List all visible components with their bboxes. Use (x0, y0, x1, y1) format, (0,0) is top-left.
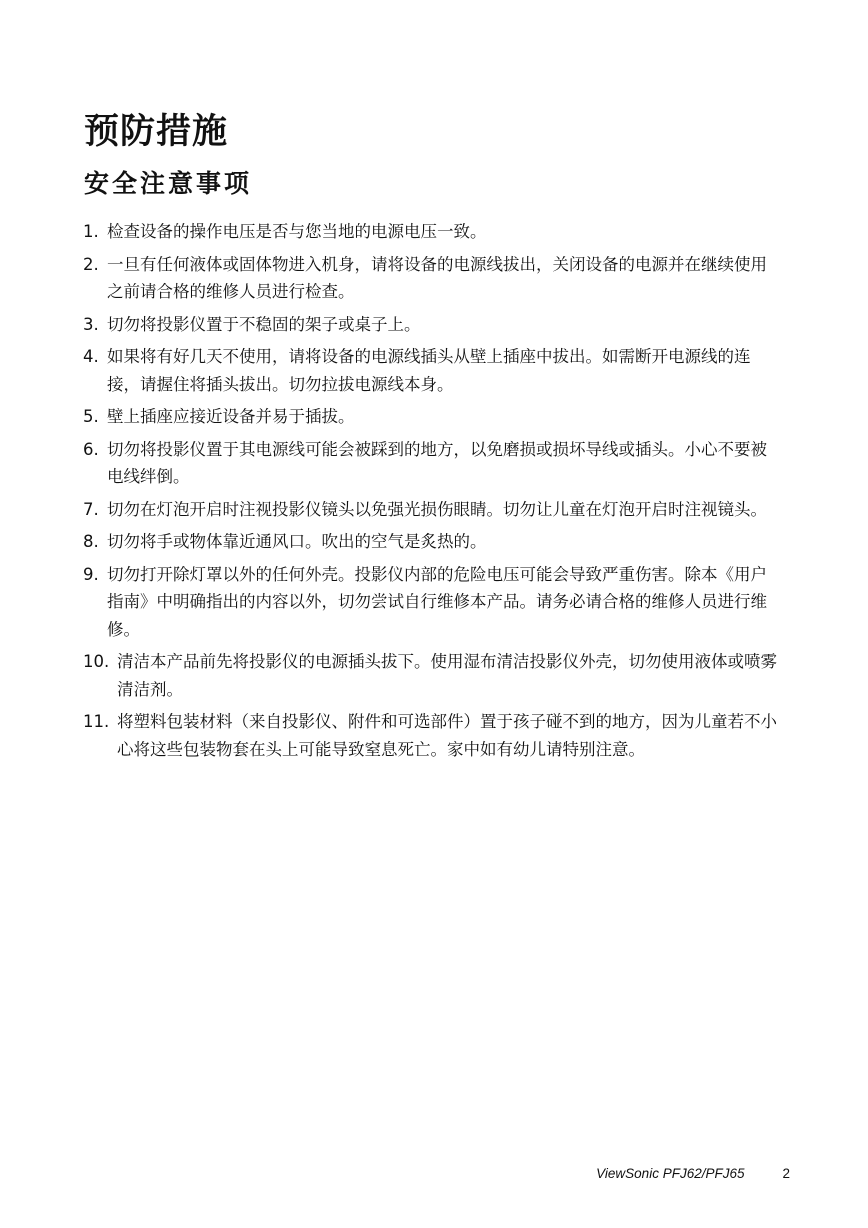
footer-product: ViewSonic PFJ62/PFJ65 (596, 1166, 745, 1181)
item-number: 6. (83, 439, 99, 459)
item-text: 清洁本产品前先将投影仪的电源插头拔下。使用湿布清洁投影仪外壳，切勿使用液体或喷雾清洁剂。 (117, 652, 777, 699)
page-number: 2 (782, 1166, 790, 1181)
item-text: 一旦有任何液体或固体物进入机身，请将设备的电源线拔出，关闭设备的电源并在继续使用之前请合格的维修人员进行检查。 (107, 254, 767, 301)
item-number: 3. (83, 314, 99, 334)
list-item (83, 496, 779, 524)
item-number: 2. (83, 254, 99, 274)
page-footer (596, 1166, 790, 1181)
item-number: 10. (83, 652, 110, 671)
item-number: 4. (83, 347, 99, 366)
list-item (83, 561, 779, 644)
list-item (83, 436, 779, 491)
section-heading: 安全注意事项 (84, 169, 253, 198)
list-item (83, 648, 779, 703)
list-item (83, 528, 779, 556)
list-item (83, 403, 779, 431)
item-text: 壁上插座应接近设备并易于插拔。 (107, 407, 355, 426)
item-number: 7. (83, 499, 99, 519)
item-text: 切勿将手或物体靠近通风口。吹出的空气是炙热的。 (107, 532, 487, 551)
item-text: 如果将有好几天不使用，请将设备的电源线插头从壁上插座中拔出。如需断开电源线的连接，请握住将插头拔出。切勿拉拔电源线本身。 (107, 347, 751, 394)
item-text: 切勿将投影仪置于不稳固的架子或桌子上。 (107, 314, 421, 334)
item-text: 切勿打开除灯罩以外的任何外壳。投影仪内部的危险电压可能会导致严重伤害。除本《用户指南》中明确指出的内容以外，切勿尝试自行维修本产品。请务必请合格的维修人员进行维修。 (107, 564, 767, 639)
item-number: 5. (83, 407, 99, 426)
list-item (83, 251, 779, 306)
list-item (83, 708, 779, 763)
item-number: 1. (83, 222, 99, 241)
list-item (83, 218, 779, 246)
item-number: 9. (83, 564, 99, 584)
item-text: 将塑料包装材料（来自投影仪、附件和可选部件）置于孩子碰不到的地方，因为儿童若不小心将这些包装物套在头上可能导致窒息死亡。家中如有幼儿请特别注意。 (117, 712, 777, 759)
safety-list (83, 218, 779, 768)
list-item (83, 311, 779, 339)
item-text: 切勿在灯泡开启时注视投影仪镜头以免强光损伤眼睛。切勿让儿童在灯泡开启时注视镜头。 (107, 499, 767, 519)
item-text: 检查设备的操作电压是否与您当地的电源电压一致。 (107, 222, 487, 241)
item-number: 8. (83, 532, 99, 551)
item-number: 11. (83, 712, 110, 731)
list-item (83, 343, 779, 398)
item-text: 切勿将投影仪置于其电源线可能会被踩到的地方，以免磨损或损坏导线或插头。小心不要被电线绊倒。 (107, 439, 767, 486)
page-title: 预防措施 (84, 112, 229, 152)
